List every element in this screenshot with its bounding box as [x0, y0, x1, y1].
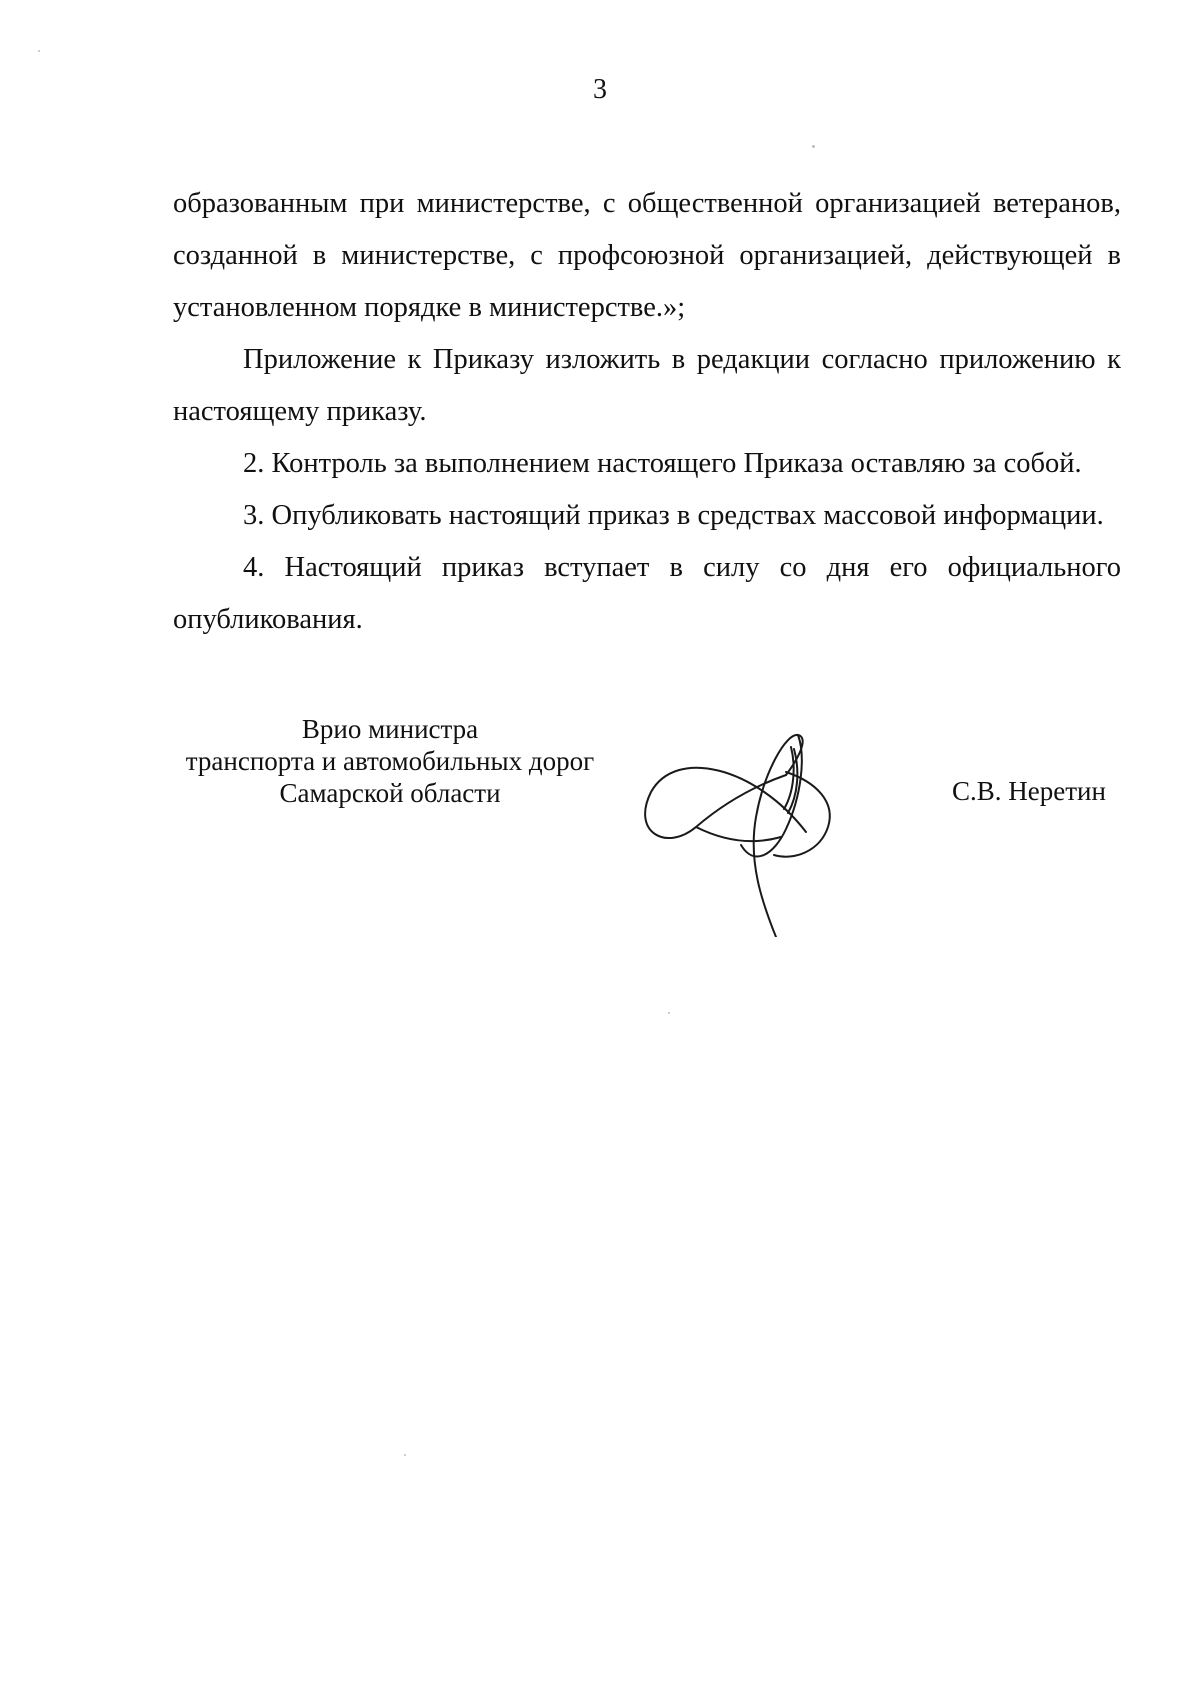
signature-block — [0, 713, 1200, 943]
position-line-3: Самарской области — [279, 778, 501, 808]
paragraph-appendix: Приложение к Приказу изложить в редакции согласно приложению к настоящему приказу. — [173, 344, 1121, 427]
paragraph-item-4: 4. Настоящий приказ вступает в силу со дня его официального опубликования. — [173, 552, 1121, 635]
paragraph-item-3: 3. Опубликовать настоящий приказ в средствах массовой информации. — [243, 500, 1104, 531]
scan-speck — [404, 1454, 406, 1456]
document-body — [173, 178, 1121, 646]
signatory-position — [170, 713, 610, 809]
scan-speck — [812, 145, 815, 148]
paragraph-item-2: 2. Контроль за выполнением настоящего Приказа оставляю за собой. — [243, 448, 1082, 479]
scan-speck — [38, 50, 40, 52]
paragraph-continuation: образованным при министерстве, с общественной организацией ветеранов, созданной в министерстве, с профсоюзной организацией, действующей в установленном порядке в министерстве.»; — [173, 188, 1121, 323]
page-number: 3 — [593, 74, 607, 105]
position-line-2: транспорта и автомобильных дорог — [185, 746, 595, 776]
scan-speck — [668, 1012, 670, 1014]
handwritten-signature — [636, 727, 876, 937]
signatory-name: С.В. Неретин — [952, 776, 1106, 806]
position-line-1: Врио министра — [301, 714, 479, 744]
